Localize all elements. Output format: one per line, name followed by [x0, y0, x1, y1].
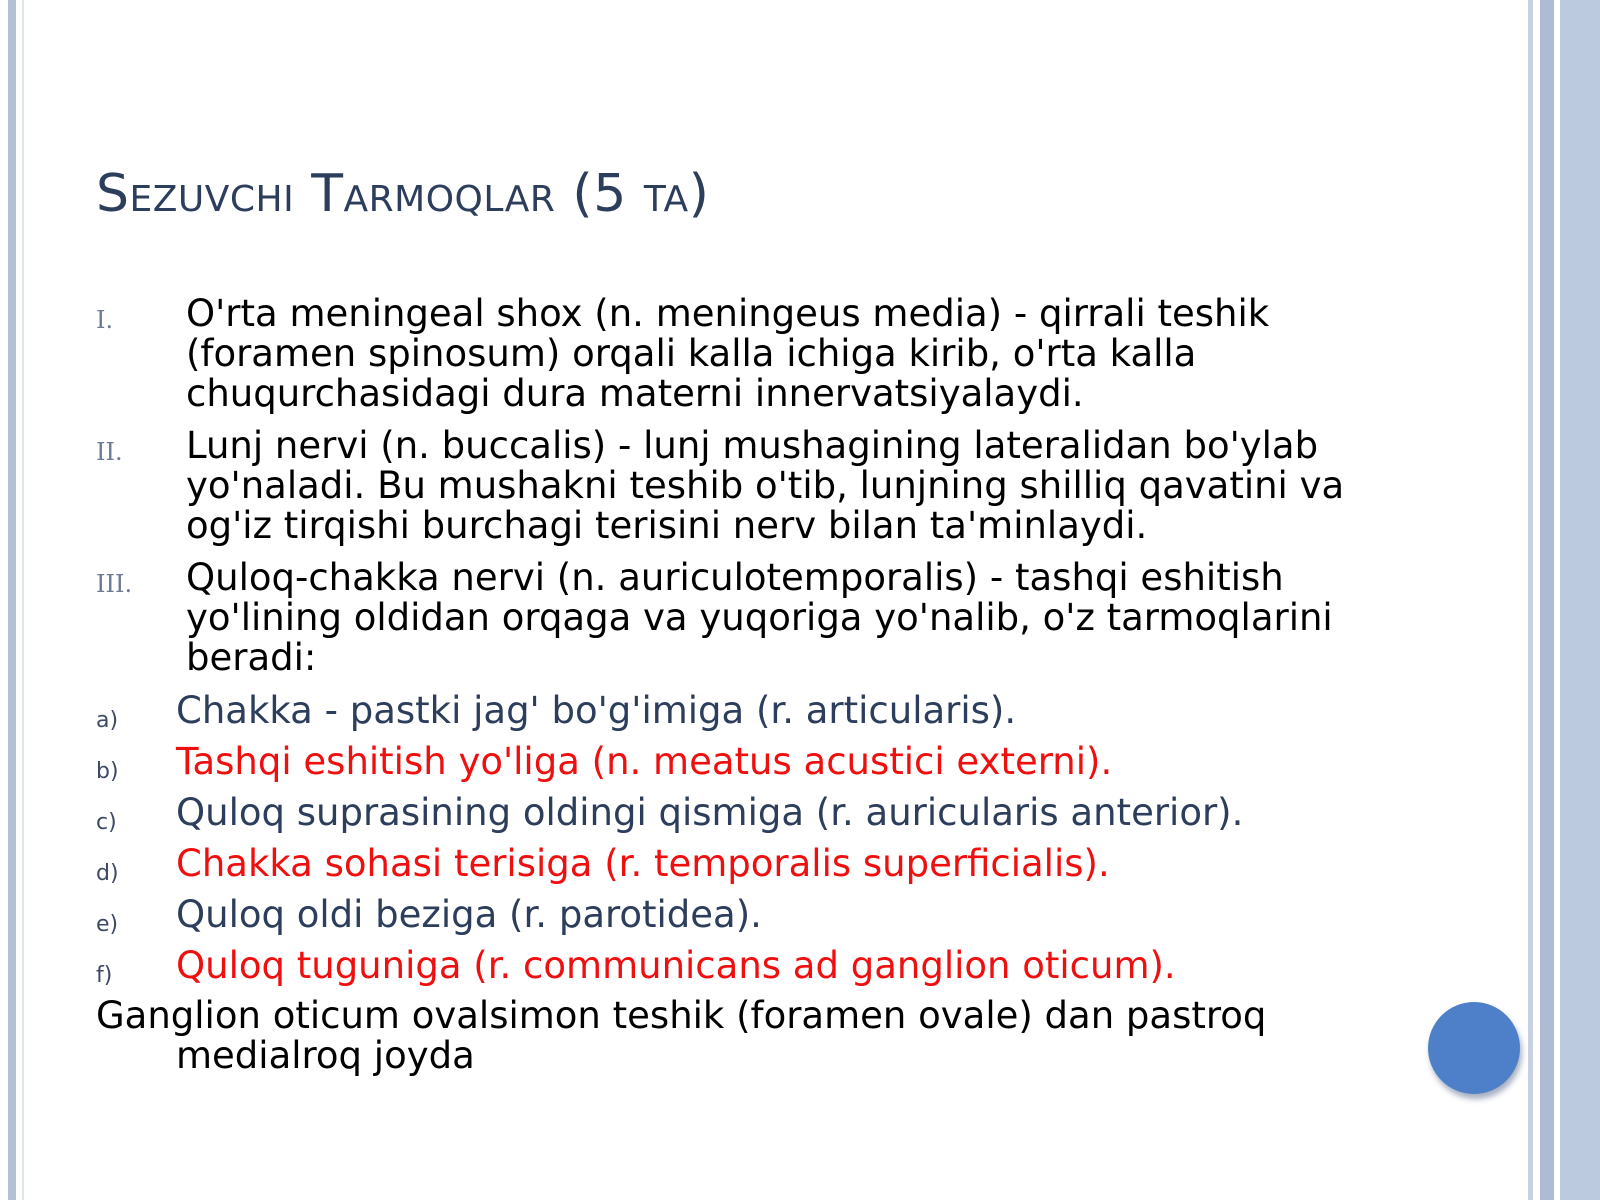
right-border-bar	[1540, 0, 1554, 1200]
list-item-text: O'rta meningeal shox (n. meningeus media) - qirrali teshik (foramen spinosum) orqali kalla ichiga kirib, o'rta kalla chuqurchasidagi dura materni innervatsiyalaydi.	[186, 292, 1270, 415]
sub-list-item-text: Chakka - pastki jag' bo'g'imiga (r. articularis).	[176, 689, 1017, 732]
sub-list-item	[96, 690, 1436, 732]
sub-list-item	[96, 894, 1436, 936]
sub-list-item-text: Quloq tuguniga (r. communicans ad ganglion oticum).	[176, 944, 1176, 987]
sub-list-marker: d)	[96, 861, 119, 886]
decorative-circle	[1428, 1002, 1520, 1094]
slide-body	[96, 294, 1436, 1076]
right-border-panel	[1560, 0, 1600, 1200]
list-item-text: Quloq-chakka nervi (n. auriculotemporalis) - tashqi eshitish yo'lining oldidan orqaga va yuqoriga yo'nalib, o'z tarmoqlarini beradi:	[186, 556, 1333, 679]
sub-list-item-text: Quloq oldi beziga (r. parotidea).	[176, 893, 762, 936]
list-item	[96, 426, 1436, 546]
sub-list-marker: c)	[96, 810, 117, 835]
slide-title: Sezuvchi Tarmoqlar (5 ta)	[96, 164, 710, 224]
sub-list-item	[96, 792, 1436, 834]
list-marker: II.	[96, 438, 123, 466]
sub-list-item	[96, 843, 1436, 885]
sub-list-marker: a)	[96, 708, 119, 733]
list-marker: I.	[96, 306, 114, 334]
left-border-bar	[8, 0, 16, 1200]
list-item-text: Lunj nervi (n. buccalis) - lunj mushagining lateralidan bo'ylab yo'naladi. Bu mushakni teshib o'tib, lunjning shilliq qavatini va og'iz tirqishi burchagi terisini nerv bilan ta'minlaydi.	[186, 424, 1345, 547]
sub-list-item	[96, 741, 1436, 783]
right-border-line	[1528, 0, 1533, 1200]
sub-list-marker: b)	[96, 759, 119, 784]
list-item	[96, 294, 1436, 414]
closing-note: Ganglion oticum ovalsimon teshik (foramen ovale) dan pastroq medialroq joyda	[96, 994, 1267, 1077]
sub-list-marker: e)	[96, 912, 119, 937]
sub-list-marker: f)	[96, 963, 113, 988]
list-item	[96, 558, 1436, 678]
sub-list-item	[96, 945, 1436, 987]
left-border-line	[22, 0, 24, 1200]
sub-list-item-text: Quloq suprasining oldingi qismiga (r. auricularis anterior).	[176, 791, 1244, 834]
list-marker: III.	[96, 570, 133, 598]
sub-list-item-text: Tashqi eshitish yo'liga (n. meatus acustici externi).	[176, 740, 1113, 783]
sub-list-item-text: Chakka sohasi terisiga (r. temporalis superficialis).	[176, 842, 1110, 885]
